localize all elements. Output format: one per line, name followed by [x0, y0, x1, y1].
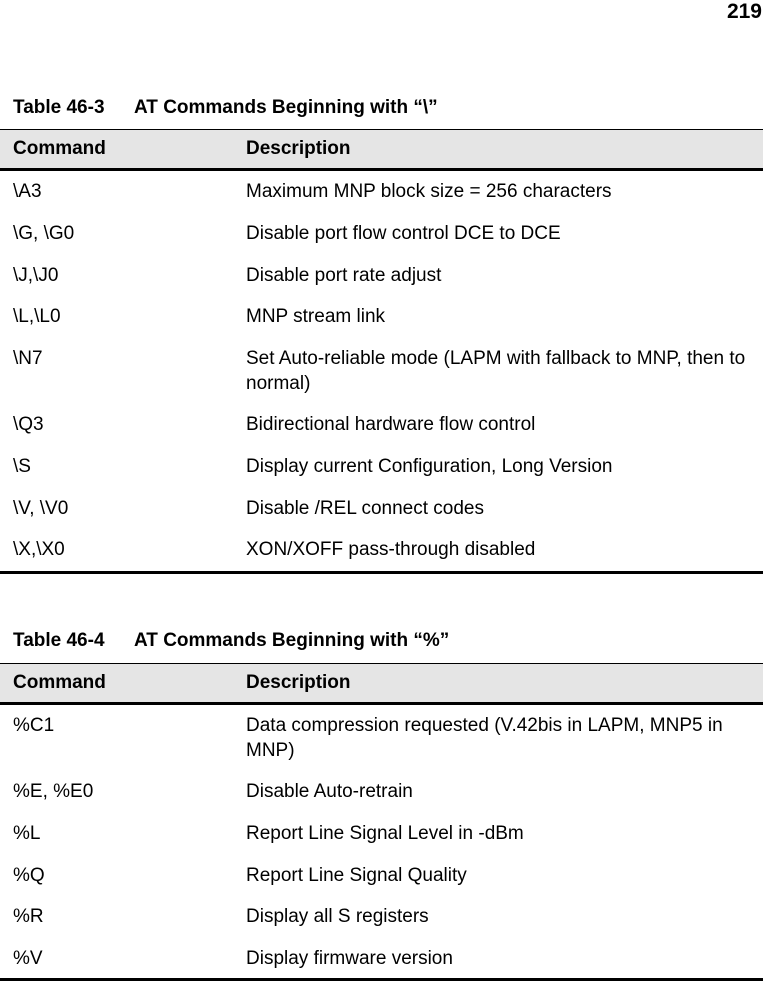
table-bottom-rule: [0, 978, 763, 981]
table-header: [0, 129, 763, 171]
description-cell: Disable /REL connect codes: [246, 498, 484, 519]
description-cell: MNP stream link: [246, 306, 386, 327]
command-cell: %E, %E0: [13, 781, 94, 802]
command-cell: %Q: [13, 865, 45, 886]
description-cell: Report Line Signal Quality: [246, 865, 467, 886]
description-cell: XON/XOFF pass-through disabled: [246, 539, 536, 560]
command-cell: \A3: [13, 181, 42, 202]
table-caption: [13, 97, 438, 119]
command-cell: \G, \G0: [13, 223, 75, 244]
page-number: 219: [726, 0, 762, 23]
command-cell: \X,\X0: [13, 539, 65, 560]
table-title: AT Commands Beginning with “%”: [134, 630, 450, 651]
command-cell: \V, \V0: [13, 498, 69, 519]
table-title: AT Commands Beginning with “\”: [134, 97, 438, 118]
description-cell: Report Line Signal Level in -dBm: [246, 823, 524, 844]
command-cell: \L,\L0: [13, 306, 61, 327]
description-cell: Maximum MNP block size = 256 characters: [246, 181, 612, 202]
description-cell: Display current Configuration, Long Version: [246, 456, 613, 477]
command-cell: \N7: [13, 348, 43, 369]
table-caption: [13, 630, 449, 652]
column-header-description: Description: [246, 138, 351, 159]
description-cell: Disable port flow control DCE to DCE: [246, 223, 561, 244]
table-header: [0, 663, 763, 705]
command-cell: \Q3: [13, 414, 44, 435]
description-cell: Data compression requested (V.42bis in LAPM, MNP5 in MNP): [246, 715, 723, 761]
description-cell: Disable port rate adjust: [246, 265, 442, 286]
command-cell: %R: [13, 906, 44, 927]
table-bottom-rule: [0, 571, 763, 574]
command-cell: \S: [13, 456, 31, 477]
column-header-description: Description: [246, 672, 351, 693]
column-header-command: Command: [13, 138, 106, 159]
column-header-command: Command: [13, 672, 106, 693]
command-cell: %L: [13, 823, 41, 844]
table-label: Table 46-3: [13, 97, 105, 118]
command-cell: \J,\J0: [13, 265, 59, 286]
description-cell: Disable Auto-retrain: [246, 781, 413, 802]
description-cell: Display all S registers: [246, 906, 429, 927]
command-cell: %C1: [13, 715, 55, 736]
table-label: Table 46-4: [13, 630, 105, 651]
description-cell: Set Auto-reliable mode (LAPM with fallback to MNP, then to normal): [246, 348, 746, 394]
command-cell: %V: [13, 948, 43, 969]
description-cell: Bidirectional hardware flow control: [246, 414, 536, 435]
description-cell: Display firmware version: [246, 948, 453, 969]
